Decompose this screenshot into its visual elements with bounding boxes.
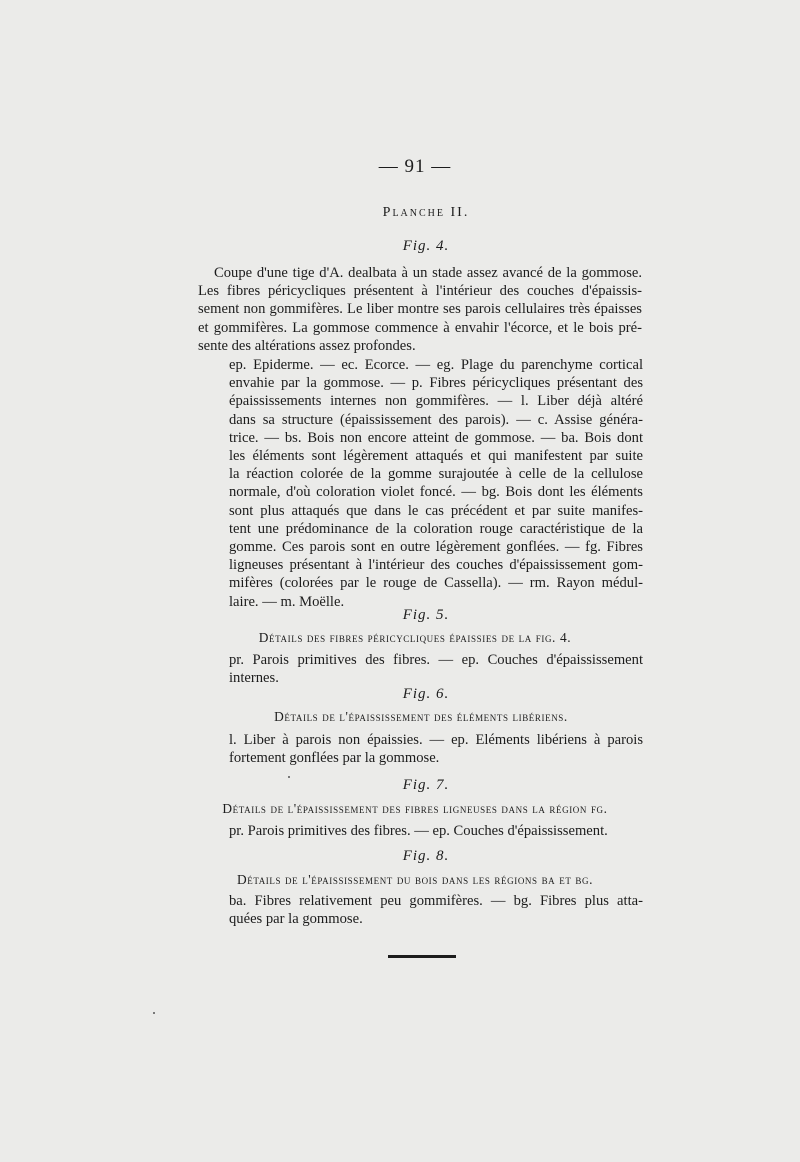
fig4-legend-line: épaississements internes non gommifères. — l. Liber déjà altéré — [229, 393, 643, 410]
fig4-legend-line: les éléments sont légèrement attaqués et qui manifestent par suite — [229, 448, 643, 465]
fig4-intro-line: sente des altérations assez profondes. — [198, 337, 416, 354]
fig8-title: Détails de l'épaississement du bois dans les régions ba et bg. — [236, 872, 594, 887]
fig5-title: Détails des fibres péricycliques épaissies de la fig. 4. — [258, 630, 572, 645]
fig4-legend-line: ep. Epiderme. — ec. Ecorce. — eg. Plage du parenchyme cortical — [229, 357, 643, 373]
ink-speck — [288, 776, 290, 778]
fig5-legend — [229, 651, 643, 687]
plate-title: Planche II. — [382, 205, 470, 220]
fig4-heading: Fig. 4. — [402, 238, 450, 254]
fig8-legend — [229, 892, 643, 928]
fig5-legend-line: pr. Parois primitives des fibres. — ep. Couches d'épaississement — [229, 652, 643, 668]
ink-speck — [153, 1012, 155, 1014]
page-number: — 91 — — [378, 156, 452, 177]
fig6-heading: Fig. 6. — [402, 686, 450, 702]
fig5-legend-line: internes. — [229, 670, 279, 687]
fig4-legend-line: gomme. Ces parois sont en outre légèrement gonflées. — fg. Fibres — [229, 539, 643, 556]
fig6-legend-line: fortement gonflées par la gommose. — [229, 750, 440, 767]
fig4-legend-line: la réaction colorée de la gomme surajoutée à celle de la cellulose — [229, 466, 643, 483]
fig4-legend-line: trice. — bs. Bois non encore atteint de gommose. — ba. Bois dont — [229, 429, 643, 446]
closing-rule — [388, 955, 456, 958]
fig7-legend-line: pr. Parois primitives des fibres. — ep. Couches d'épaississement. — [229, 823, 608, 839]
fig4-legend-line: ligneuses présentant à l'intérieur des couches d'épaississement gom- — [229, 557, 643, 574]
fig6-legend-line: l. Liber à parois non épaissies. — ep. Eléments libériens à parois — [229, 732, 643, 748]
fig4-legend-line: sont plus attaqués que dans le cas précédent et par suite manifes- — [229, 502, 643, 519]
fig4-legend-line: envahie par la gommose. — p. Fibres péricycliques présentant des — [229, 375, 643, 392]
fig6-title: Détails de l'épaississement des éléments libériens. — [274, 709, 568, 724]
fig4-legend — [229, 356, 643, 611]
fig7-legend — [229, 822, 643, 840]
fig8-legend-line: quées par la gommose. — [229, 911, 363, 928]
fig8-legend-line: ba. Fibres relativement peu gommifères. — bg. Fibres plus atta- — [229, 893, 643, 909]
fig7-heading: Fig. 7. — [402, 777, 450, 793]
fig6-legend — [229, 731, 643, 767]
fig5-heading: Fig. 5. — [402, 607, 450, 623]
fig4-legend-line: tent une prédominance de la coloration rouge caractéristique de la — [229, 520, 643, 537]
fig7-title: Détails de l'épaississement des fibres ligneuses dans la région fg. — [222, 801, 608, 816]
fig4-intro — [198, 264, 642, 355]
fig4-legend-line: normale, d'où coloration violet foncé. — bg. Bois dont les éléments — [229, 484, 643, 501]
fig4-intro-line: Les fibres péricycliques présentent à l'intérieur des couches d'épaissis- — [198, 283, 642, 300]
fig4-legend-line: mifères (colorées par le rouge de Cassella). — rm. Rayon médul- — [229, 575, 643, 592]
fig8-heading: Fig. 8. — [402, 848, 450, 864]
fig4-legend-line: dans sa structure (épaississement des parois). — c. Assise généra- — [229, 411, 643, 428]
fig4-intro-line: et gommifères. La gommose commence à envahir l'écorce, et le bois pré- — [198, 319, 642, 336]
fig4-legend-line: laire. — m. Moëlle. — [229, 593, 345, 610]
fig4-intro-line: Coupe d'une tige d'A. dealbata à un stade assez avancé de la gommose. — [214, 265, 642, 281]
fig4-intro-line: sement non gommifères. Le liber montre ses parois cellulaires très épaisses — [198, 301, 642, 318]
